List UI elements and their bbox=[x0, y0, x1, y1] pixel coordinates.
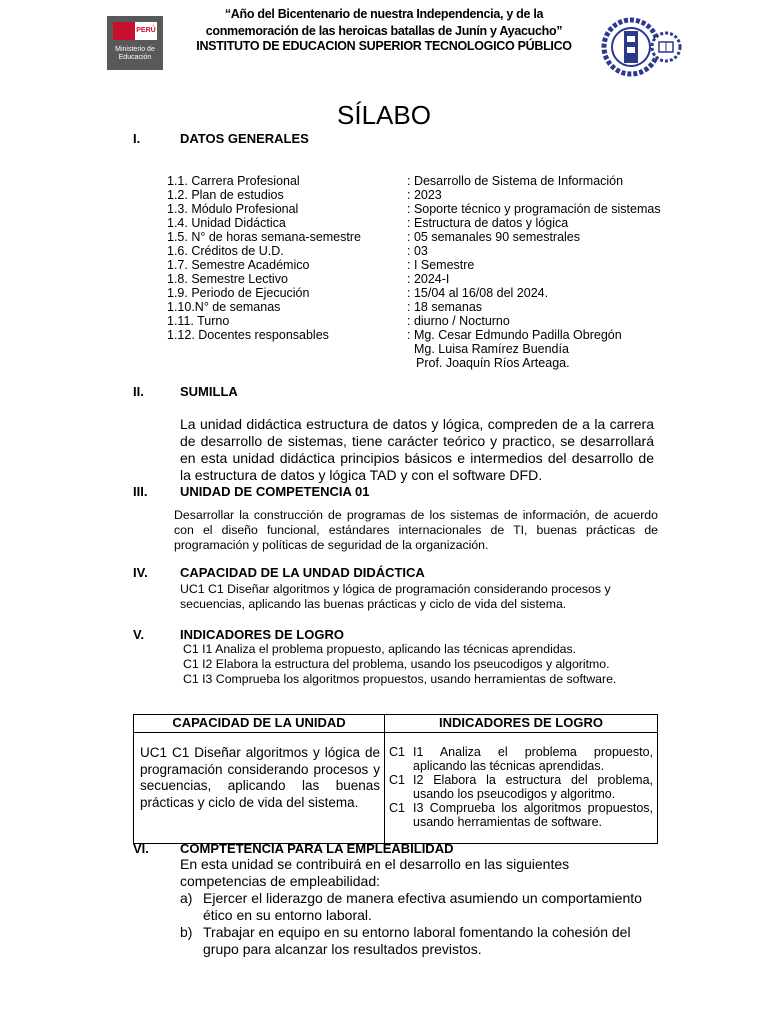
logo-ministry: Ministerio de Educación bbox=[115, 46, 155, 61]
section-number: VI. bbox=[133, 841, 149, 856]
indicador-item: C1 I1 Analiza el problema propuesto, aplicando las técnicas aprendidas. bbox=[183, 642, 577, 656]
section-title-unidad-competencia: UNIDAD DE COMPETENCIA 01 bbox=[180, 484, 370, 499]
datos-label: 1.1. Carrera Profesional bbox=[167, 174, 300, 188]
logo-country: PERÚ bbox=[135, 22, 157, 40]
datos-label: 1.6. Créditos de U.D. bbox=[167, 244, 284, 258]
datos-label: 1.2. Plan de estudios bbox=[167, 188, 284, 202]
table-row bbox=[134, 733, 658, 844]
section-number: V. bbox=[133, 627, 145, 642]
capacidad-text: UC1 C1 Diseñar algoritmos y lógica de programación considerando procesos y secuencias, aplicando las buenas prácticas y ciclo de vida del sistema. bbox=[180, 582, 611, 611]
section-number: II. bbox=[133, 384, 144, 399]
table-cell-indicadores bbox=[385, 733, 658, 844]
datos-label: 1.4. Unidad Didáctica bbox=[167, 216, 286, 230]
datos-label: 1.12. Docentes responsables bbox=[167, 328, 329, 342]
header-line-2: conmemoración de las heroicas batallas de Junín y Ayacucho” bbox=[205, 24, 563, 38]
datos-label: 1.8. Semestre Lectivo bbox=[167, 272, 288, 286]
datos-value: : 03 bbox=[407, 244, 428, 258]
section-title-datos-generales: DATOS GENERALES bbox=[180, 131, 309, 146]
datos-value: : 15/04 al 16/08 del 2024. bbox=[407, 286, 549, 300]
header-line-1: “Año del Bicentenario de nuestra Independencia, y de la bbox=[224, 7, 544, 21]
list-item: a) Ejercer el liderazgo de manera efectiva asumiendo un comportamiento ético en su entorno laboral. bbox=[180, 890, 642, 923]
datos-value: : 18 semanas bbox=[407, 300, 483, 314]
capacidad-indicadores-table bbox=[133, 714, 658, 844]
sumilla-text: La unidad didáctica estructura de datos y lógica, compreden de a la carrera de desarrollo de sistemas, tiene carácter teórico y practico, se desarrollará en esta unidad didáctica principios básicos e intermedios del desarrollo de la estructura de datos y lógica TAD y con el software DFD. bbox=[180, 416, 654, 483]
section-number: IV. bbox=[133, 565, 148, 580]
list-item: b) Trabajar en equipo en su entorno laboral fomentando la cohesión del grupo para alcanzar los resultados previstos. bbox=[180, 924, 631, 957]
section-number: III. bbox=[133, 484, 148, 499]
table-header-indicadores: INDICADORES DE LOGRO bbox=[385, 715, 658, 733]
table-cell-capacidad: UC1 C1 Diseñar algoritmos y lógica de programación considerando procesos y secuencias, aplicando las buenas prácticas y ciclo de vida del sistema. bbox=[134, 733, 385, 844]
datos-label: 1.3. Módulo Profesional bbox=[167, 202, 299, 216]
document-title: SÍLABO bbox=[337, 100, 431, 130]
table-indicador: C1 I3 Comprueba los algoritmos propuestos, usando herramientas de software. bbox=[389, 801, 653, 829]
datos-label: 1.5. N° de horas semana-semestre bbox=[167, 230, 361, 244]
empleabilidad-intro: En esta unidad se contribuirá en el desarrollo en las siguientes competencias de empleabilidad: bbox=[180, 856, 570, 889]
datos-label: 1.11. Turno bbox=[167, 314, 230, 328]
datos-value: : diurno / Nocturno bbox=[407, 314, 510, 328]
unidad-competencia-text: Desarrollar la construcción de programas de los sistemas de información, de acuerdo con el diseño funcional, estándares internacionales de TI, buenas prácticas de programación y políticas de seguridad de la organización. bbox=[174, 508, 658, 552]
datos-value: : 2023 bbox=[407, 188, 442, 202]
section-title-empleabilidad: COMPTETENCIA PARA LA EMPLEABILIDAD bbox=[180, 841, 454, 856]
section-number: I. bbox=[133, 131, 141, 146]
table-indicador: C1 I2 Elabora la estructura del problema, usando los pseucodigos y algoritmo. bbox=[389, 773, 653, 801]
docente-extra: Mg. Luisa Ramírez Buendía bbox=[414, 342, 569, 356]
datos-label: 1.10.N° de semanas bbox=[167, 300, 281, 314]
section-title-indicadores: INDICADORES DE LOGRO bbox=[180, 627, 344, 642]
datos-value: : Estructura de datos y lógica bbox=[407, 216, 569, 230]
datos-label: 1.7. Semestre Académico bbox=[167, 258, 310, 272]
indicador-item: C1 I2 Elabora la estructura del problema, usando los pseucodigos y algoritmo. bbox=[183, 657, 610, 671]
section-title-sumilla: SUMILLA bbox=[180, 384, 238, 399]
header-institute: INSTITUTO DE EDUCACION SUPERIOR TECNOLOGICO PÚBLICO bbox=[196, 39, 572, 53]
indicadores-list bbox=[183, 642, 663, 687]
indicador-item: C1 I3 Comprueba los algoritmos propuestos, usando herramientas de software. bbox=[183, 672, 617, 686]
datos-value: : Mg. Cesar Edmundo Padilla Obregón bbox=[407, 328, 622, 342]
empleabilidad-block bbox=[180, 856, 650, 958]
table-header-capacidad: CAPACIDAD DE LA UNIDAD bbox=[134, 715, 385, 733]
datos-value: : 2024-I bbox=[407, 272, 450, 286]
table-indicador: C1 I1 Analiza el problema propuesto, aplicando las técnicas aprendidas. bbox=[389, 745, 653, 773]
datos-value: : 05 semanales 90 semestrales bbox=[407, 230, 581, 244]
datos-value: : I Semestre bbox=[407, 258, 475, 272]
datos-value: : Desarrollo de Sistema de Información bbox=[407, 174, 624, 188]
datos-value: : Soporte técnico y programación de sistemas bbox=[407, 202, 661, 216]
section-title-capacidad: CAPACIDAD DE LA UNDAD DIDÁCTICA bbox=[180, 565, 425, 580]
datos-label: 1.9. Periodo de Ejecución bbox=[167, 286, 310, 300]
docente-extra: Prof. Joaquín Ríos Arteaga. bbox=[416, 356, 570, 370]
